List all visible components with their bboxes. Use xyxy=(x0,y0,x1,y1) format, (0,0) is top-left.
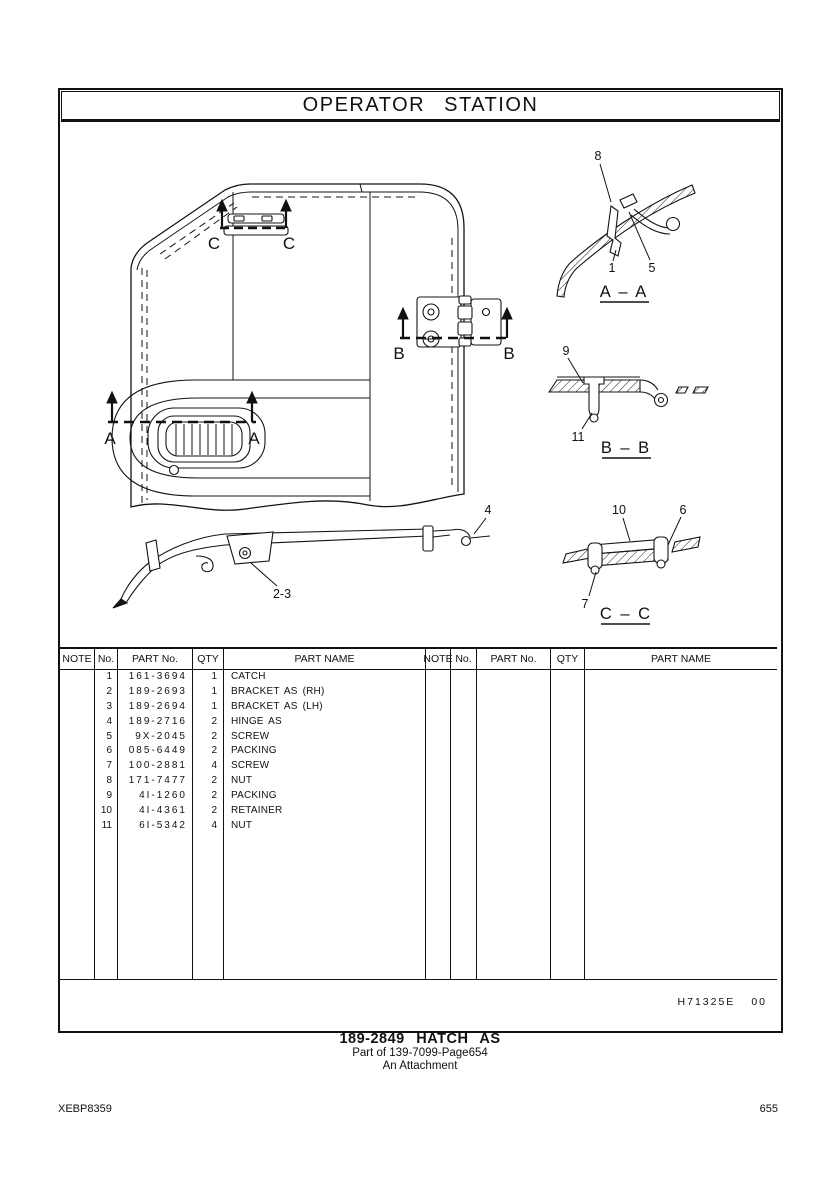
cell-qty: 2 xyxy=(193,744,224,759)
callout-9: 9 xyxy=(562,344,570,358)
cell-qty: 1 xyxy=(193,670,224,685)
cut-letter-c-right: C xyxy=(282,234,296,253)
cell-part-name xyxy=(585,670,777,685)
column-header: PART NAME xyxy=(585,649,777,670)
cell-qty: 4 xyxy=(193,819,224,834)
cell-qty: 4 xyxy=(193,759,224,774)
cell-no: 1 xyxy=(95,670,118,685)
column-header: PART No. xyxy=(477,649,551,670)
cell-part-no xyxy=(477,789,551,804)
cell-note xyxy=(60,670,95,685)
caption-part-title: 189-2849 HATCH AS xyxy=(339,1031,501,1047)
cell-no: 9 xyxy=(95,789,118,804)
cell-no xyxy=(451,744,477,759)
cell-qty xyxy=(551,774,585,789)
hinge-assembly xyxy=(417,296,501,347)
cell-part-name: HINGE AS xyxy=(224,715,426,730)
document-code: XEBP8359 xyxy=(58,1103,112,1115)
cell-no xyxy=(451,759,477,774)
cell-part-name xyxy=(585,685,777,700)
page-number: 655 xyxy=(759,1103,778,1115)
cell-qty: 1 xyxy=(193,685,224,700)
cell-part-no xyxy=(477,774,551,789)
cell-no: 10 xyxy=(95,804,118,819)
column-header: QTY xyxy=(193,649,224,670)
cell-qty: 2 xyxy=(193,774,224,789)
parts-table xyxy=(60,647,777,980)
cell-note xyxy=(426,804,451,819)
cell-note xyxy=(426,730,451,745)
cell-qty: 2 xyxy=(193,789,224,804)
cell-note xyxy=(60,759,95,774)
cell-part-name: BRACKET AS (LH) xyxy=(224,700,426,715)
cell-note xyxy=(60,804,95,819)
stamp-revision: 00 xyxy=(751,996,767,1008)
cell-note xyxy=(426,789,451,804)
cell-part-no xyxy=(477,670,551,685)
cell-part-name xyxy=(585,715,777,730)
empty-cell xyxy=(585,834,777,979)
cell-part-no: 9X-2045 xyxy=(118,730,193,745)
cell-note xyxy=(426,759,451,774)
detail-a-a xyxy=(557,164,695,302)
cell-part-name xyxy=(585,774,777,789)
cell-qty xyxy=(551,715,585,730)
cell-qty xyxy=(551,730,585,745)
cell-part-name xyxy=(585,804,777,819)
figure-caption xyxy=(0,1032,840,1072)
cell-qty: 1 xyxy=(193,700,224,715)
cell-qty xyxy=(551,759,585,774)
cell-no: 6 xyxy=(95,744,118,759)
empty-cell xyxy=(95,834,118,979)
cell-part-name: PACKING xyxy=(224,789,426,804)
cell-part-no xyxy=(477,715,551,730)
cut-letter-b-right: B xyxy=(503,344,515,363)
cell-qty: 2 xyxy=(193,730,224,745)
cell-no: 3 xyxy=(95,700,118,715)
cell-note xyxy=(426,819,451,834)
cell-part-no: 189-2694 xyxy=(118,700,193,715)
column-header: No. xyxy=(451,649,477,670)
column-header: PART NAME xyxy=(224,649,426,670)
cell-note xyxy=(60,819,95,834)
keeper-plate xyxy=(224,214,288,235)
empty-cell xyxy=(477,834,551,979)
column-header: NOTE xyxy=(426,649,451,670)
empty-cell xyxy=(60,834,95,979)
cell-part-name xyxy=(585,759,777,774)
empty-cell xyxy=(551,834,585,979)
cell-no xyxy=(451,700,477,715)
cell-part-no: 100-2881 xyxy=(118,759,193,774)
cell-no xyxy=(451,774,477,789)
cell-qty xyxy=(551,744,585,759)
cell-no: 4 xyxy=(95,715,118,730)
cell-part-name: CATCH xyxy=(224,670,426,685)
cell-note xyxy=(60,789,95,804)
cell-note xyxy=(60,730,95,745)
cell-no xyxy=(451,804,477,819)
cell-qty: 2 xyxy=(193,804,224,819)
empty-cell xyxy=(224,834,426,979)
cell-qty xyxy=(551,819,585,834)
cell-note xyxy=(60,744,95,759)
column-header: PART No. xyxy=(118,649,193,670)
cell-note xyxy=(426,744,451,759)
revision-stamp xyxy=(60,980,777,1024)
cell-part-name: NUT xyxy=(224,819,426,834)
cut-letter-b-left: B xyxy=(393,344,405,363)
cell-part-no: 189-2693 xyxy=(118,685,193,700)
caption-part-of: Part of 139-7099-Page654 xyxy=(352,1047,488,1059)
section-title-a-a: A – A xyxy=(599,283,649,301)
cell-qty xyxy=(551,804,585,819)
cell-part-name: RETAINER xyxy=(224,804,426,819)
cut-letter-c-left: C xyxy=(207,234,221,253)
cell-note xyxy=(60,774,95,789)
callout-8: 8 xyxy=(594,149,602,163)
cell-part-no: 085-6449 xyxy=(118,744,193,759)
cell-note xyxy=(60,685,95,700)
cell-note xyxy=(426,670,451,685)
empty-cell xyxy=(451,834,477,979)
callout-10: 10 xyxy=(612,503,626,517)
column-header: NOTE xyxy=(60,649,95,670)
cell-note xyxy=(60,700,95,715)
callout-5: 5 xyxy=(648,261,656,275)
callout-4: 4 xyxy=(484,503,492,517)
cell-note xyxy=(426,685,451,700)
cell-no: 8 xyxy=(95,774,118,789)
cell-part-no xyxy=(477,700,551,715)
cell-qty xyxy=(551,670,585,685)
cell-no xyxy=(451,715,477,730)
cell-part-no: 161-3694 xyxy=(118,670,193,685)
cell-part-name xyxy=(585,789,777,804)
cell-qty xyxy=(551,789,585,804)
stamp-code: H71325E xyxy=(677,996,736,1008)
cell-note xyxy=(60,715,95,730)
callout-11: 11 xyxy=(571,430,585,444)
cell-qty: 2 xyxy=(193,715,224,730)
empty-cell xyxy=(193,834,224,979)
leader-4 xyxy=(474,518,486,534)
cell-no: 2 xyxy=(95,685,118,700)
empty-cell xyxy=(426,834,451,979)
section-title-c-c: C – C xyxy=(599,605,653,623)
cell-no xyxy=(451,670,477,685)
cut-letter-a-left: A xyxy=(104,429,116,448)
cell-no: 11 xyxy=(95,819,118,834)
cut-letter-a-right: A xyxy=(248,429,260,448)
cell-no xyxy=(451,789,477,804)
cell-part-name: NUT xyxy=(224,774,426,789)
cell-note xyxy=(426,700,451,715)
hinge-arm-assembly xyxy=(113,526,490,608)
cell-part-no xyxy=(477,804,551,819)
cell-part-name: SCREW xyxy=(224,759,426,774)
cell-qty xyxy=(551,700,585,715)
callout-2-3: 2-3 xyxy=(272,587,292,601)
cell-part-no xyxy=(477,759,551,774)
leader-2-3 xyxy=(251,563,277,586)
cell-part-name xyxy=(585,744,777,759)
cell-no xyxy=(451,730,477,745)
cell-part-no: 4I-1260 xyxy=(118,789,193,804)
column-header: No. xyxy=(95,649,118,670)
cell-part-no: 6I-5342 xyxy=(118,819,193,834)
cell-no xyxy=(451,819,477,834)
cell-part-no xyxy=(477,819,551,834)
cell-no: 7 xyxy=(95,759,118,774)
cell-part-name: BRACKET AS (RH) xyxy=(224,685,426,700)
cell-part-name: PACKING xyxy=(224,744,426,759)
cell-part-no xyxy=(477,730,551,745)
cell-note xyxy=(426,774,451,789)
cell-part-name: SCREW xyxy=(224,730,426,745)
cell-no: 5 xyxy=(95,730,118,745)
cell-part-no xyxy=(477,744,551,759)
cell-part-name xyxy=(585,819,777,834)
cell-part-name xyxy=(585,730,777,745)
cell-note xyxy=(426,715,451,730)
column-header: QTY xyxy=(551,649,585,670)
empty-cell xyxy=(118,834,193,979)
cell-part-name xyxy=(585,700,777,715)
page-title: OPERATOR STATION xyxy=(302,94,539,116)
cell-no xyxy=(451,685,477,700)
cell-part-no: 4I-4361 xyxy=(118,804,193,819)
cell-qty xyxy=(551,685,585,700)
cell-part-no: 189-2716 xyxy=(118,715,193,730)
caption-attachment: An Attachment xyxy=(382,1059,458,1072)
cell-part-no: 171-7477 xyxy=(118,774,193,789)
section-title-b-b: B – B xyxy=(600,439,652,457)
callout-7: 7 xyxy=(581,597,589,611)
callout-1: 1 xyxy=(608,261,616,275)
callout-6: 6 xyxy=(679,503,687,517)
cell-part-no xyxy=(477,685,551,700)
